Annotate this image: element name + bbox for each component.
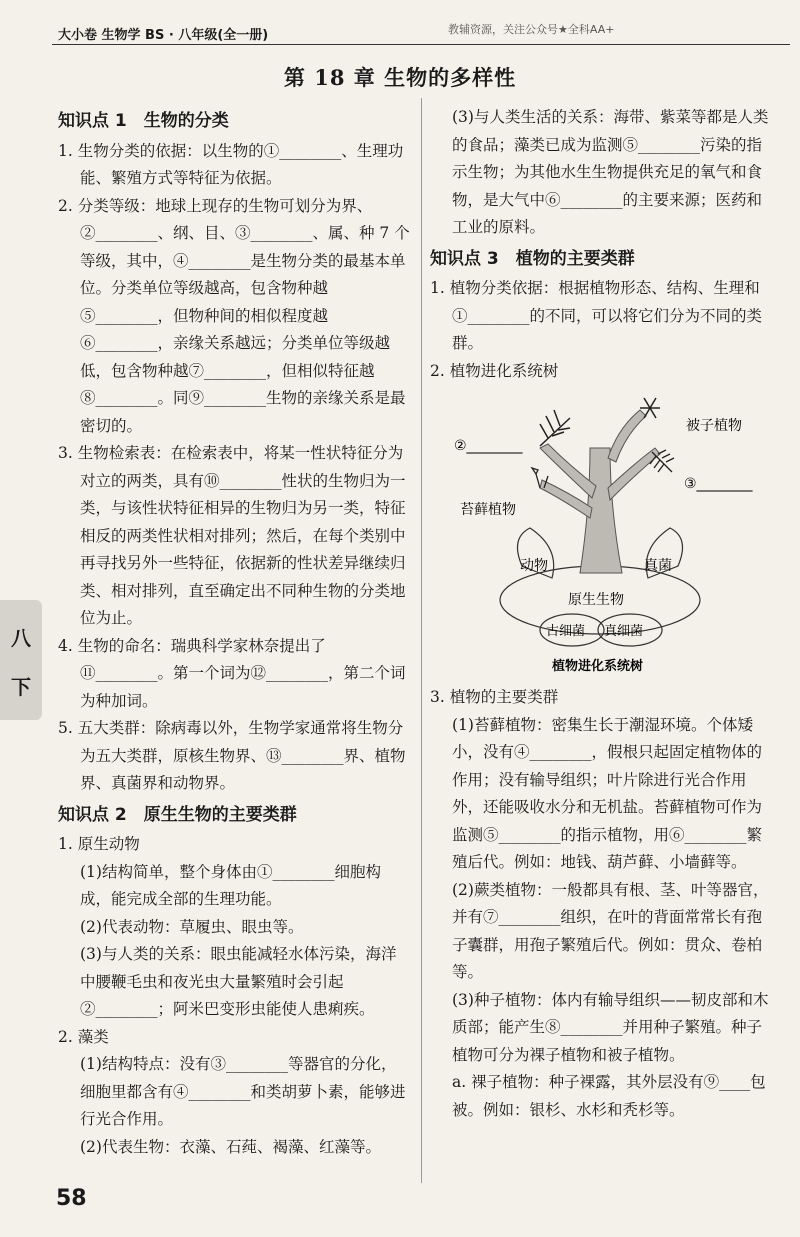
grade-side-tab — [0, 600, 42, 720]
page-number: 58 — [56, 1186, 87, 1211]
k2-para-1: (1)结构简单，整个身体由①________细胞构成，能完成全部的生理功能。 — [80, 862, 381, 908]
watermark-text: 教辅资源，关注公众号★全科AA+ — [448, 23, 615, 36]
k1-item-2: 2. 分类等级：地球上现存的生物可划分为界、②________、纲、目、③________、属、种 7 个等级，其中，④________是生物分类的最基本单位。分类单位等级越高，包含物种越⑤________，但物种间的相似程度越⑥________，亲缘关系越远；分类单位等级越低，包含物种越⑦________，但相似特征越⑧________。同⑨________生物的亲缘关系是最密切的。 — [58, 196, 410, 435]
k1-item-4: 4. 生物的命名：瑞典科学家林奈提出了⑪________。第一个词为⑫________，第二个词为种加词。 — [58, 636, 406, 710]
k3-item-2: 2. 植物进化系统树 — [430, 361, 559, 380]
k2-heading-1: 1. 原生动物 — [58, 835, 140, 853]
seed-plant-para: (3)种子植物：体内有输导组织——韧皮部和木质部；能产生⑧________并用种子繁殖。种子植物可分为裸子植物和被子植物。 — [452, 990, 769, 1064]
right-column-top — [430, 104, 775, 385]
k1-item-5: 5. 五大类群：除病毒以外，生物学家通常将生物分为五大类群，原核生物界、⑬________界、植物界、真菌界和动物界。 — [58, 719, 406, 792]
k3-item-3: 3. 植物的主要类群 — [430, 688, 559, 706]
tree-label-archaea: 古细菌 — [546, 624, 586, 639]
k3-item-1: 1. 植物分类依据：根据植物形态、结构、生理和①________的不同，可以将它们分为不同的类群。 — [430, 279, 763, 352]
tree-branch-top — [608, 410, 646, 462]
moss-para: (1)苔藓植物：密集生长于潮湿环境。个体矮小，没有④________，假根只起固定植物体的作用；没有输导组织；叶片除进行光合作用外，还能吸收水分和无机盐。苔藓植物可作为监测⑤________的指示植物，用⑥________繁殖后代。例如：地钱、葫芦藓、小墙藓等。 — [452, 715, 763, 871]
tree-label-moss: 苔藓植物 — [460, 502, 516, 518]
k2-para-2: (2)代表动物：草履虫、眼虫等。 — [80, 917, 304, 936]
tree-caption: 植物进化系统树 — [552, 659, 644, 674]
fern-para: (2)蕨类植物：一般都具有根、茎、叶等器官，并有⑦________组织，在叶的背面常常长有孢子囊群，用孢子繁殖后代。例如：贯众、卷柏等。 — [452, 880, 769, 981]
tree-label-3: ③________ — [684, 476, 753, 492]
book-title: 大小卷 生物学 BS · 八年级(全一册) — [58, 28, 269, 43]
tree-label-protist: 原生生物 — [568, 592, 624, 608]
section-title-k3: 知识点 3 植物的主要类群 — [430, 248, 635, 269]
header-rule — [52, 44, 790, 45]
chapter-title: 第 18 章 生物的多样性 — [283, 65, 517, 90]
k2-heading-2: 2. 藻类 — [58, 1027, 109, 1046]
tree-label-animal: 动物 — [520, 558, 548, 574]
column-divider — [421, 98, 422, 1183]
side-tab-char-2: 下 — [11, 675, 31, 699]
tree-label-angiosperm: 被子植物 — [686, 418, 742, 434]
tree-label-bacteria: 真细菌 — [604, 624, 644, 639]
moss-sprout-icon — [532, 468, 548, 488]
tree-label-fungi: 真菌 — [644, 558, 672, 574]
k1-item-1: 1. 生物分类的依据：以生物的①________、生理功能、繁殖方式等特征为依据。 — [58, 141, 404, 187]
k2-para-3: (3)与人类的关系：眼虫能减轻水体污染，海洋中腰鞭毛虫和夜光虫大量繁殖时会引起②________；阿米巴变形虫能使人患痢疾。 — [80, 945, 397, 1018]
k1-item-3: 3. 生物检索表：在检索表中，将某一性状特征分为对立的两类，具有⑩________性状的生物归为一类，与该性状特征相异的生物归为另一类，特征相反的两类性状相对排列；然后，在每个类别中再寻找另外一些特征，依据新的性状差异继续归类、相对排列，直至确定出不同种生物的分类地位为止。 — [58, 444, 406, 627]
tree-label-2: ②________ — [454, 438, 523, 454]
left-column — [58, 104, 410, 1161]
right-column-bottom — [430, 684, 775, 1124]
gymnosperm-para: a. 裸子植物：种子裸露，其外层没有⑨____包被。例如：银杉、水杉和秃杉等。 — [452, 1073, 766, 1119]
section-title-k2: 知识点 2 原生生物的主要类群 — [58, 804, 297, 825]
fern-frond-icon — [650, 450, 674, 472]
plant-evolution-tree-diagram — [440, 388, 770, 688]
k2-para-4: (1)结构特点：没有③________等器官的分化，细胞里都含有④________和类胡萝卜素，能够进行光合作用。 — [80, 1055, 406, 1128]
section-title-k1: 知识点 1 生物的分类 — [58, 111, 229, 131]
gymnosperm-sprig-icon — [540, 410, 570, 446]
side-tab-char-1: 八 — [11, 626, 31, 650]
algae-relation-text: (3)与人类生活的关系：海带、紫菜等都是人类的食品；藻类已成为监测⑤________污染的指示生物；为其他水生生物提供充足的氧气和食物，是大气中⑥________的主要来源；医药和工业的原料。 — [452, 108, 769, 236]
k2-para-5: (2)代表生物：衣藻、石莼、褐藻、红藻等。 — [80, 1137, 381, 1156]
